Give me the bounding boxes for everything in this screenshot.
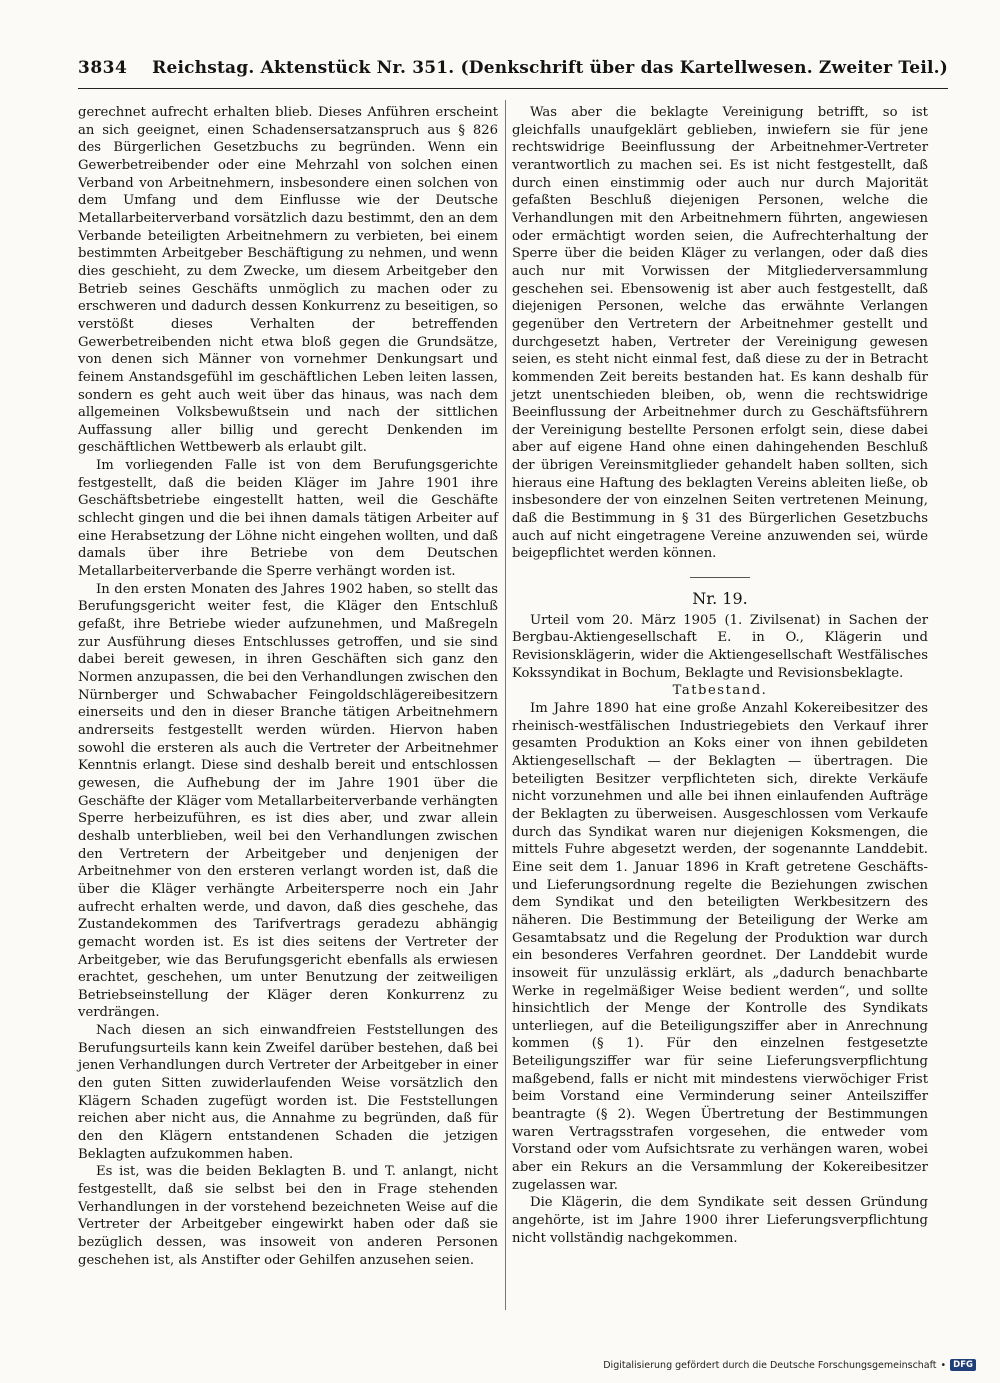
case-intro: Urteil vom 20. März 1905 (1. Zivilsenat) in Sachen der Bergbau-Aktiengesellschaft E. in O., Klägerin und Revisionsklägerin, wider die Aktiengesellschaft Westfälisches Kokssyndikat in Bochum, Beklagte und Revisionsbeklagte.: [512, 612, 928, 681]
dfg-logo: DFG: [950, 1359, 976, 1371]
paragraph: Im Jahre 1890 hat eine große Anzahl Kokereibesitzer des rheinisch-westfälischen Industriegebiets den Verkauf ihrer gesamten Produktion an Koks einer von ihnen gebildeten Aktiengesellschaft — der Beklagten — übertragen. Die beteiligten Besitzer verpflichteten sich, direkte Verkäufe nicht vorzunehmen und alle bei ihnen einlaufenden Aufträge der Beklagten zu überweisen. Ausgeschlossen vom Verkaufe durch das Syndikat waren nur diejenigen Koksmengen, die mittels Fuhre abgesetzt werden, der sogenannte Landdebit. Eine seit dem 1. Januar 1896 in Kraft getretene Geschäfts- und Lieferungsordnung regelte die Beziehungen zwischen dem Syndikat und den beteiligten Werkbesitzern des näheren. Die Bestimmung der Beteiligung der Werke am Gesamtabsatz und die Regelung der Produktion war durch ein besonderes Verfahren geordnet. Der Landdebit wurde insoweit für unzulässig erklärt, als „dadurch benachbarte Werke in regelmäßiger Weise bedient werden“, und sollte hinsichtlich der Menge der Kontrolle des Syndikats unterliegen, auf die Beteiligungsziffer aber in Anrechnung kommen (§ 1). Für den einzelnen festgesetzte Beteiligungsziffer war für seine Lieferungsverpflichtung maßgebend, falls er nicht mit mindestens vierwöchiger Frist beim Vorstand eine Verminderung seiner Anteilsziffer beantragte (§ 2). Wegen Übertretung der Bestimmungen waren Vertragsstrafen vorgesehen, die entweder vom Vorstand oder vom Aufsichtsrate zu verhängen waren, wobei aber ein Rekurs an die Versammlung der Kokereibesitzer zugelassen war.: [512, 701, 928, 1193]
footer-separator: •: [940, 1359, 947, 1371]
document-number-text: Nr. 19.: [692, 589, 748, 609]
paragraph: Die Klägerin, die dem Syndikate seit dessen Gründung angehörte, ist im Jahre 1900 ihrer Lieferungsverpflichtung nicht vollständig nachgekommen.: [512, 1195, 928, 1246]
paragraph: Es ist, was die beiden Beklagten B. und T. anlangt, nicht festgestellt, daß sie selbst bei den in Frage stehenden Verhandlungen in der vorstehend bezeichneten Weise auf die Vertreter der Arbeitgeber eingewirkt haben oder daß sie bezüglich dessen, was insoweit von anderen Personen geschehen ist, als Anstifter oder Gehilfen anzusehen seien.: [78, 1164, 498, 1268]
left-column: [78, 104, 498, 1269]
section-separator: [690, 577, 750, 578]
paragraph: Im vorliegenden Falle ist von dem Berufungsgerichte festgestellt, daß die beiden Kläger im Jahre 1901 ihre Geschäftsbetriebe eingestellt hatten, weil die Geschäfte schlecht gingen und die bei ihnen damals tätigen Arbeiter auf eine Herabsetzung der Löhne nicht eingehen wollten, und daß damals über ihre Betriebe von dem Deutschen Metallarbeiterverbande die Sperre verhängt worden ist.: [78, 458, 498, 580]
footer-text: Digitalisierung gefördert durch die Deutsche Forschungsgemeinschaft: [603, 1359, 937, 1371]
paragraph: Was aber die beklagte Vereinigung betrifft, so ist gleichfalls unaufgeklärt geblieben, inwiefern sie für jene rechtswidrige Beeinflussung der Arbeitnehmer-Vertreter verantwortlich zu machen sei. Es ist nicht festgestellt, daß durch einen einstimmig oder auch nur durch Majorität gefaßten Beschluß diejenigen Personen, welche die Verhandlungen mit den Arbeitnehmern führten, angewiesen oder ermächtigt worden seien, die Aufrechterhaltung der Sperre über die beiden Kläger zu verlangen, oder daß dies auch nur mit Vorwissen der Mitgliederversammlung geschehen sei. Ebensowenig ist aber auch festgestellt, daß diejenigen Personen, welche das erwähnte Verlangen gegenüber den Vertretern der Arbeitnehmer gestellt und durchgesetzt haben, Vertreter der Vereinigung gewesen seien, es steht nicht einmal fest, daß diese zu der in Betracht kommenden Zeit bereits bestanden hat. Es kann deshalb für jetzt unentschieden bleiben, ob, wenn die rechtswidrige Beeinflussung der Arbeitnehmer durch zu Geschäftsführern der Vereinigung bestellte Personen erfolgt sein, diese dabei aber auf eigene Hand ohne einen dahingehenden Beschluß der übrigen Vereinsmitglieder gehandelt haben sollten, sich hieraus eine Haftung des beklagten Vereins ableiten ließe, ob insbesondere der von einzelnen Seiten vertretenen Meinung, daß die Bestimmung in § 31 des Bürgerlichen Gesetzbuchs auch auf nicht eingetragene Vereine anzuwenden sei, würde beigepflichtet werden können.: [512, 105, 928, 562]
document-number: [512, 590, 928, 608]
right-column: [512, 104, 928, 1247]
paragraph: In den ersten Monaten des Jahres 1902 haben, so stellt das Berufungsgericht weiter fest, die Kläger den Entschluß gefaßt, ihre Betriebe wieder aufzunehmen, und Maßregeln zur Ausführung dieses Entschlusses getroffen, und sie sind dabei bereit gewesen, in ihren Geschäften sich ganz den Normen anzupassen, die bei den Verhandlungen zwischen den Nürnberger und Schwabacher Feingoldschlägereibesitzern einerseits und den in dieser Branche tätigen Arbeitnehmern andrerseits festgestellt werden würden. Hiervon haben sowohl die ersteren als auch die Vertreter der Arbeitnehmer Kenntnis erlangt. Diese sind deshalb bereit und entschlossen gewesen, die Aufhebung der im Jahre 1901 über die Geschäfte der Kläger vom Metallarbeiterverbande verhängten Sperre herbeizuführen, es ist dies aber, und zwar allein deshalb unterblieben, weil bei den Verhandlungen zwischen den Vertretern der Arbeitgeber und denjenigen der Arbeitnehmer von den ersteren verlangt worden ist, daß die über die Kläger verhängte Arbeitersperre noch ein Jahr aufrecht erhalten werde, und davon, daß dies geschehe, das Zustandekommen des Tarifvertrags geradezu abhängig gemacht worden ist. Es ist dies seitens der Vertreter der Arbeitgeber, wie das Berufungsgericht ebenfalls als erwiesen erachtet, geschehen, um unter Benutzung der zeitweiligen Betriebseinstellung der Kläger deren Konkurrenz zu verdrängen.: [78, 581, 498, 1021]
digitization-footer: [603, 1359, 976, 1371]
page-number: 3834: [78, 58, 128, 78]
running-title: Reichstag. Aktenstück Nr. 351. (Denkschrift über das Kartellwesen. Zweiter Teil.): [152, 58, 948, 78]
column-divider: [505, 100, 506, 1310]
section-heading: Tatbestand.: [672, 683, 768, 699]
paragraph: gerechnet aufrecht erhalten blieb. Dieses Anführen erscheint an sich geeignet, einen Schadensersatzanspruch aus § 826 des Bürgerlichen Gesetzbuchs zu begründen. Wenn ein Gewerbetreibender oder eine Mehrzahl von solchen einen Verband von Arbeitnehmern, insbesondere einen solchen von dem Umfang und dem Einflusse wie der Deutsche Metallarbeiterverband vorsätzlich dazu bestimmt, den an dem Verbande beteiligten Arbeitnehmern zu verbieten, bei einem bestimmten Arbeitgeber Beschäftigung zu nehmen, und wenn dies geschieht, zu dem Zwecke, um diesem Arbeitgeber den Betrieb seines Geschäfts unmöglich zu machen oder zu erschweren und dadurch dessen Konkurrenz zu beseitigen, so verstößt dieses Verhalten der betreffenden Gewerbetreibenden nicht etwa bloß gegen die Grundsätze, von denen sich Männer von vornehmer Denkungsart und feinem Anstandsgefühl im geschäftlichen Leben leiten lassen, sondern es geht auch weit über das hinaus, was nach dem allgemeinen Volksbewußtsein und nach der sittlichen Auffassung aller billig und gerecht Denkenden im geschäftlichen Wettbewerb als erlaubt gilt.: [78, 105, 498, 456]
page-header: [78, 58, 948, 89]
paragraph: Nach diesen an sich einwandfreien Feststellungen des Berufungsurteils kann kein Zweifel darüber bestehen, daß bei jenen Verhandlungen durch Vertreter der Arbeitgeber in einer den guten Sitten zuwiderlaufenden Weise vorsätzlich den Klägern Schaden zugefügt worden ist. Die Feststellungen reichen aber nicht aus, die Annahme zu begründen, daß für den den Klägern entstandenen Schaden die jetzigen Beklagten aufzukommen haben.: [78, 1023, 498, 1162]
